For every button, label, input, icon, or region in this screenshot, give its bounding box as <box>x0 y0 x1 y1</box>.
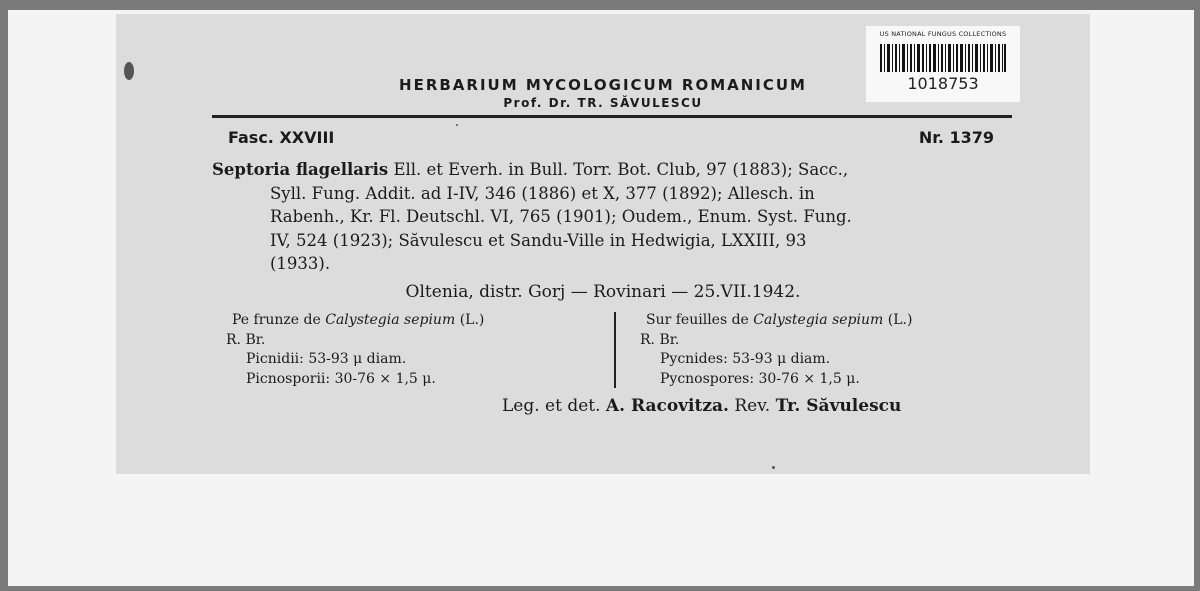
stain-mark <box>772 466 775 469</box>
barcode-label <box>866 26 1020 102</box>
host-author-line: R. Br. <box>640 331 680 348</box>
citation-line: Septoria flagellaris Ell. et Everh. in Bull. Torr. Bot. Club, 97 (1883); Sacc., <box>212 160 849 179</box>
herbarium-title: HERBARIUM MYCOLOGICUM ROMANICUM <box>399 76 807 94</box>
host-author-line: R. Br. <box>226 331 266 348</box>
barcode-icon <box>880 44 1006 72</box>
collector-line: Leg. et det. A. Racovitza. Rev. Tr. Săvulescu <box>502 396 902 416</box>
pycnospores-line: Picnosporii: 30-76 × 1,5 μ. <box>246 370 436 387</box>
species-name: Septoria flagellaris <box>212 160 389 179</box>
fascicle-number: Fasc. XXVIII <box>228 128 335 147</box>
stain-mark <box>456 124 458 126</box>
pycnidia-line: Pycnides: 53-93 μ diam. <box>660 351 831 367</box>
barcode-institution: US NATIONAL FUNGUS COLLECTIONS <box>879 30 1007 38</box>
host-line: Sur feuilles de Calystegia sepium (L.) <box>646 312 913 328</box>
column-divider <box>614 312 616 388</box>
french-description <box>640 311 1026 389</box>
herbarium-subtitle: Prof. Dr. TR. SĂVULESCU <box>503 96 703 110</box>
stain-mark <box>124 62 134 80</box>
citation-line: Syll. Fung. Addit. ad I-IV, 346 (1886) et X, 377 (1892); Allesch. in <box>270 183 815 203</box>
citation-block <box>212 158 1012 276</box>
header-rule <box>212 115 1012 118</box>
barcode-number: 1018753 <box>907 74 979 93</box>
citation-line: (1933). <box>270 254 331 273</box>
specimen-number: Nr. 1379 <box>918 128 994 147</box>
pycnospores-line: Pycnospores: 30-76 × 1,5 μ. <box>660 370 860 387</box>
locality: Oltenia, distr. Gorj — Rovinari — 25.VII.1942. <box>405 282 801 302</box>
citation-line: Rabenh., Kr. Fl. Deutschl. VI, 765 (1901); Oudem., Enum. Syst. Fung. <box>270 207 852 226</box>
romanian-description <box>226 311 602 389</box>
pycnidia-line: Picnidii: 53-93 μ diam. <box>246 351 407 367</box>
host-line: Pe frunze de Calystegia sepium (L.) <box>232 312 485 328</box>
citation-line: IV, 524 (1923); Săvulescu et Sandu-Ville in Hedwigia, LXXIII, 93 <box>270 230 807 250</box>
